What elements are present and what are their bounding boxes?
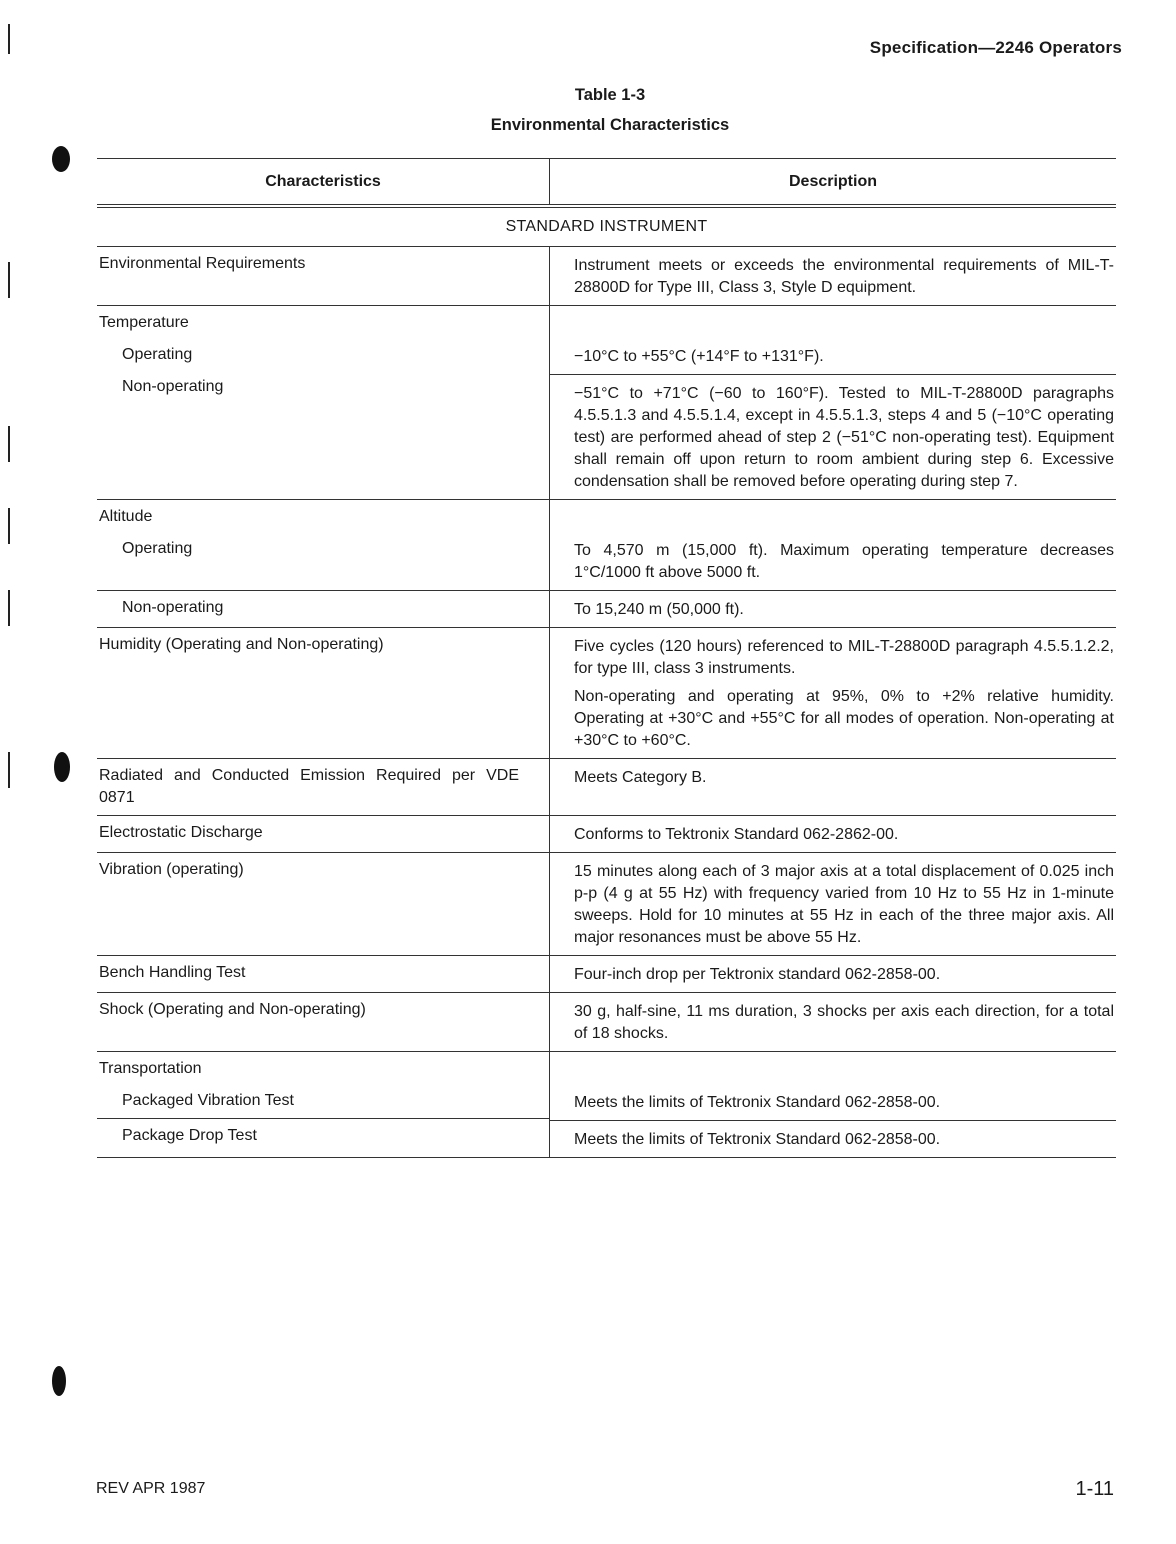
section-standard-instrument: STANDARD INSTRUMENT xyxy=(97,208,1116,247)
row-label: Radiated and Conducted Emission Required per VDE 0871 xyxy=(99,767,519,806)
row-description: Four-inch drop per Tektronix standard 062-2858-00. xyxy=(549,956,1116,992)
row-description: Non-operating and operating at 95%, 0% to +2% relative humidity. Operating at +30°C and +55°C for all modes of operation. Non-operating at +30°C to +60°C. xyxy=(574,688,1114,749)
revision-date: REV APR 1987 xyxy=(96,1480,206,1497)
row-description: Meets the limits of Tektronix Standard 062-2858-00. xyxy=(550,1052,1116,1121)
row-label: Electrostatic Discharge xyxy=(99,824,263,841)
row-description: To 4,570 m (15,000 ft). Maximum operating temperature decreases 1°C/1000 ft above 5000 ft. xyxy=(550,500,1116,591)
row-description: −10°C to +55°C (+14°F to +131°F). xyxy=(550,306,1116,375)
row-label: Temperature xyxy=(99,314,189,331)
sub-row-label: Non-operating xyxy=(122,378,224,395)
table-row xyxy=(97,1052,1116,1158)
row-label: Environmental Requirements xyxy=(99,255,306,272)
binder-hole-mark xyxy=(52,146,70,172)
table-row xyxy=(97,306,1116,500)
environmental-characteristics-table xyxy=(97,158,1116,1158)
row-description: Meets the limits of Tektronix Standard 062-2858-00. xyxy=(574,1131,941,1148)
row-description: Five cycles (120 hours) referenced to MIL-T-28800D paragraph 4.5.5.1.2.2, for type III, class 3 instruments. xyxy=(574,638,1114,677)
binder-hole-mark xyxy=(52,1366,66,1396)
table-row xyxy=(97,956,1116,993)
binder-hole-mark xyxy=(54,752,70,782)
row-label: Transportation xyxy=(99,1060,202,1077)
margin-mark xyxy=(8,262,10,298)
table-row xyxy=(97,628,1116,759)
row-label: Altitude xyxy=(99,508,153,525)
running-header: Specification—2246 Operators xyxy=(869,38,1122,57)
sub-row-label: Operating xyxy=(97,534,549,591)
table-header-row xyxy=(97,159,1116,208)
row-description: Instrument meets or exceeds the environmental requirements of MIL-T-28800D for Type III, Class 3, Style D equipment. xyxy=(549,247,1116,305)
margin-mark xyxy=(8,752,10,788)
table-row xyxy=(97,816,1116,853)
table-row xyxy=(97,853,1116,956)
table-number: Table 1-3 xyxy=(574,86,646,104)
table-title: Environmental Characteristics xyxy=(490,116,730,134)
row-label: Humidity (Operating and Non-operating) xyxy=(99,636,384,653)
margin-mark xyxy=(8,426,10,462)
row-description: Meets Category B. xyxy=(549,759,1116,815)
column-header-characteristics: Characteristics xyxy=(265,172,381,190)
table-row xyxy=(97,247,1116,306)
row-label: Vibration (operating) xyxy=(99,861,244,878)
sub-row-label: Packaged Vibration Test xyxy=(97,1086,549,1119)
column-header-description: Description xyxy=(549,159,1116,204)
table-row xyxy=(97,759,1116,816)
row-description: −51°C to +71°C (−60 to 160°F). Tested to MIL-T-28800D paragraphs 4.5.5.1.3 and 4.5.5.1.4, except in 4.5.5.1.3, steps 4 and 5 (−10°C operating test) are performed ahead of step 2 (−51°C non-operating test). Equipment shall remain off upon return to room ambient during step 6. Excessive condensation shall be removed before operating during step 7. xyxy=(574,385,1114,490)
sub-row-label: Package Drop Test xyxy=(122,1127,257,1144)
table-row xyxy=(97,993,1116,1052)
margin-mark xyxy=(8,590,10,626)
page-number: 1-11 xyxy=(1075,1478,1114,1500)
margin-mark xyxy=(8,508,10,544)
row-label: Bench Handling Test xyxy=(99,964,246,981)
margin-mark xyxy=(8,24,10,54)
row-description: 15 minutes along each of 3 major axis at a total displacement of 0.025 inch p-p (4 g at 55 Hz) with frequency varied from 10 Hz to 55 Hz in 1-minute sweeps. Hold for 10 minutes at 55 Hz in each of the three major axis. All major resonances must be above 55 Hz. xyxy=(549,853,1116,955)
sub-row-label: Non-operating xyxy=(122,599,224,616)
row-description: To 15,240 m (50,000 ft). xyxy=(574,601,744,618)
row-description: 30 g, half-sine, 11 ms duration, 3 shocks per axis each direction, for a total of 18 shocks. xyxy=(549,993,1116,1051)
table-row xyxy=(97,500,1116,628)
row-description: Conforms to Tektronix Standard 062-2862-00. xyxy=(549,816,1116,852)
sub-row-label: Operating xyxy=(122,346,193,363)
row-label: Shock (Operating and Non-operating) xyxy=(99,1001,366,1018)
